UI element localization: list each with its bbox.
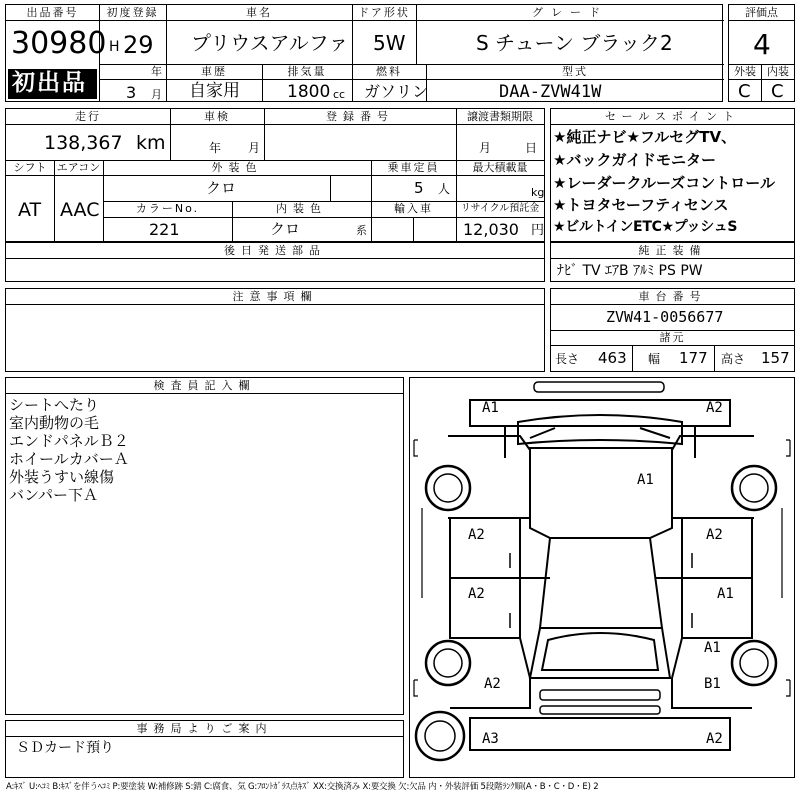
inspector-note: 外装うすい線傷: [9, 468, 115, 486]
reg-month-suffix: 月: [151, 88, 162, 101]
length: 463: [598, 349, 627, 367]
capacity-label: 乗車定員: [387, 161, 440, 174]
damage-mark: B1: [704, 676, 721, 692]
shift-label: シフト: [13, 161, 47, 174]
exterior-grade: C: [738, 81, 751, 102]
interior-grade: C: [771, 81, 784, 102]
chassis-label: 車台番号: [638, 290, 707, 303]
fuel: ガソリン: [364, 82, 429, 101]
inspector-note: ホイールカバーＡ: [9, 450, 129, 468]
score: 4: [753, 28, 771, 61]
transfer-day: 日: [525, 141, 538, 155]
door-type: 5W: [373, 31, 406, 55]
first-listing-text: 初出品: [12, 70, 87, 96]
load-unit: kg: [531, 186, 545, 199]
int-color: クロ: [270, 220, 301, 238]
ext-color: クロ: [206, 179, 237, 197]
mileage-label: 走行: [75, 110, 101, 123]
later-parts-section: [5, 242, 545, 282]
history: 自家用: [189, 81, 240, 101]
damage-mark: A1: [637, 472, 654, 488]
load-label: 最大積載量: [472, 161, 528, 174]
inspector-note: シートへたり: [9, 396, 100, 414]
reg-year: 29: [123, 31, 154, 59]
header-section: [5, 4, 723, 102]
score-label: 評価点: [745, 6, 778, 19]
int-color-label: 内装色: [276, 202, 327, 215]
notes-label: 注意事項欄: [232, 290, 318, 303]
door-label: ドア形状: [358, 6, 410, 19]
import-label: 輸入車: [394, 202, 433, 215]
damage-mark: A2: [706, 527, 723, 543]
exterior-grade-label: 外装: [734, 65, 756, 78]
displacement-unit: cc: [333, 88, 346, 101]
damage-mark: A1: [717, 586, 734, 602]
fuel-label: 燃料: [376, 65, 402, 78]
ext-color-label: 外装色: [211, 161, 263, 174]
aircon-label: エアコン: [56, 161, 101, 174]
first-reg-label: 初度登録: [106, 6, 159, 19]
sales-point: ★レーダークルーズコントロール: [553, 174, 775, 192]
model-code: DAA-ZVW41W: [499, 82, 602, 102]
equipment-label: 純正装備: [638, 244, 707, 257]
car-name-label: 車名: [246, 6, 272, 19]
legend-footer: A:ｷｽﾞ U:ﾍｺﾐ B:ｷｽﾞを伴うﾍｺﾐ P:要塗装 W:補修跡 S:錆 C:腐食、気 G:ﾌﾛﾝﾄｶﾞﾗｽ点ｷｽﾞ XX:交換済み X:要交換 欠:欠品 内・外装評価 5段階ﾗﾝｸ順(A・B・C・D・E) 2: [6, 782, 599, 792]
height-label: 高さ: [721, 352, 746, 366]
equipment-section: [550, 242, 795, 282]
mileage-unit: km: [136, 132, 166, 154]
damage-mark: A2: [706, 731, 723, 747]
sales-point: ★ビルトインETC★プッシュS: [553, 219, 738, 235]
sales-points-section: [550, 108, 795, 242]
car-outline-diagram: [410, 378, 794, 777]
lot-number: 30980: [11, 26, 107, 61]
mileage: 138,367: [44, 132, 123, 154]
inspector-note: エンドパネルＢ２: [9, 432, 129, 450]
color-no-label: カラーNo.: [135, 202, 200, 215]
width-label: 幅: [648, 352, 661, 366]
sales-point: ★トヨタセーフティセンス: [553, 196, 729, 214]
lot-number-label: 出品番号: [26, 6, 79, 19]
aircon: AAC: [60, 199, 100, 221]
sales-points-label: セールスポイント: [604, 110, 740, 123]
shift: AT: [18, 199, 42, 221]
inspector-section: [5, 377, 404, 715]
specs-label: 諸元: [659, 331, 686, 344]
reg-month: 3: [126, 83, 137, 102]
office-section: [5, 720, 404, 778]
details-section: [5, 108, 545, 242]
reg-year-suffix: 年: [151, 65, 162, 78]
displacement-label: 排気量: [287, 65, 327, 78]
transfer-label: 譲渡書類期限: [467, 110, 533, 123]
length-label: 長さ: [555, 352, 580, 366]
recycle-amount: 12,030: [463, 220, 519, 239]
model-label: 型式: [562, 65, 588, 78]
damage-mark: A2: [706, 400, 723, 416]
office-label: 事務局よりご案内: [136, 722, 273, 735]
height: 157: [761, 349, 790, 367]
int-color-suffix: 系: [356, 224, 367, 237]
recycle-unit: 円: [531, 223, 545, 238]
office-note: ＳＤカード預り: [16, 740, 114, 756]
damage-mark: A2: [484, 676, 501, 692]
inspection-month: 月: [248, 141, 261, 155]
chassis-section: [550, 288, 795, 372]
score-section: [728, 4, 795, 102]
inspector-note: 室内動物の毛: [9, 414, 100, 432]
reg-no-label: 登録番号: [326, 110, 394, 123]
transfer-month: 月: [479, 141, 492, 155]
capacity: 5: [414, 179, 424, 197]
damage-mark: A2: [468, 586, 485, 602]
width: 177: [679, 349, 708, 367]
grade-label: グレード: [532, 6, 608, 19]
damage-mark: A2: [468, 527, 485, 543]
capacity-unit: 人: [438, 182, 451, 196]
damage-mark: A1: [482, 400, 499, 416]
inspector-note: バンパー下Ａ: [9, 486, 98, 504]
sales-point: ★バックガイドモニター: [553, 151, 716, 169]
interior-grade-label: 内装: [767, 65, 789, 78]
damage-mark: A3: [482, 731, 499, 747]
inspection-label: 車検: [204, 110, 230, 123]
displacement: 1800: [287, 82, 331, 102]
car-name: プリウスアルファ: [191, 31, 349, 55]
damage-mark: A1: [704, 640, 721, 656]
damage-diagram: [409, 377, 795, 778]
inspector-label: 検査員記入欄: [153, 379, 256, 392]
era: H: [109, 39, 120, 55]
equipment-list: ﾅﾋﾞ TV ｴｱB ｱﾙﾐ PS PW: [557, 263, 703, 279]
later-parts-label: 後日発送部品: [224, 244, 326, 257]
recycle-label: リサイクル預託金: [460, 203, 540, 214]
inspection-year: 年: [209, 141, 222, 155]
grade: S チューン ブラック2: [476, 31, 673, 55]
history-label: 車歴: [201, 65, 227, 78]
notes-section: [5, 288, 545, 372]
sales-point: ★純正ナビ★フルセグTV、: [553, 128, 737, 146]
color-no: 221: [149, 220, 180, 239]
chassis-number: ZVW41-0056677: [606, 308, 724, 326]
